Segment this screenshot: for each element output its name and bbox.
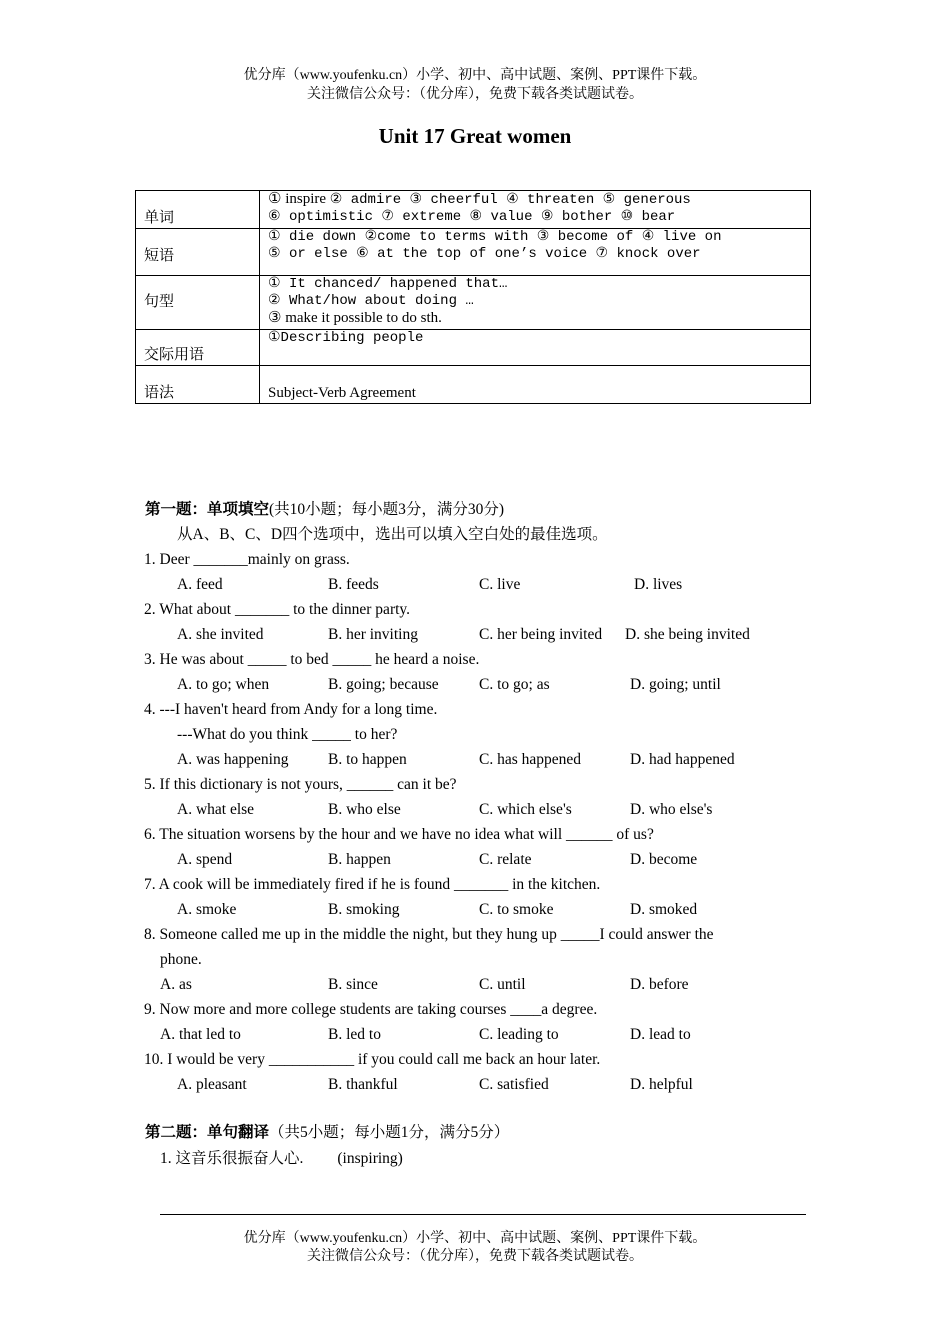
question-8-stem-2: phone. bbox=[160, 951, 202, 968]
words-line1: ② admire ③ cheerful ④ threaten ⑤ generous bbox=[329, 192, 691, 208]
q9-option-a: A. that led to bbox=[160, 1026, 241, 1043]
q5-option-d: D. who else's bbox=[630, 801, 713, 818]
question-6-stem: 6. The situation worsens by the hour and we have no idea what will ______ of us? bbox=[144, 826, 654, 843]
q9-option-b: B. led to bbox=[328, 1026, 381, 1043]
label-communication: 交际用语 bbox=[136, 330, 260, 366]
part2-heading bbox=[145, 1123, 509, 1143]
row-phrases bbox=[136, 229, 811, 276]
cell-communication bbox=[260, 330, 811, 366]
q3-option-b: B. going; because bbox=[328, 676, 439, 693]
q7-option-d: D. smoked bbox=[630, 901, 698, 918]
communication-line1: ①Describing people bbox=[268, 330, 424, 346]
label-grammar: 语法 bbox=[136, 366, 260, 404]
q3-option-c: C. to go; as bbox=[479, 676, 550, 693]
footer-line-2: 关注微信公众号：（优分库），免费下载各类试题试卷。 bbox=[307, 1249, 643, 1264]
unit-summary-table bbox=[135, 190, 811, 404]
q9-option-d: D. lead to bbox=[630, 1026, 691, 1043]
q5-option-c: C. which else's bbox=[479, 801, 572, 818]
q3-option-a: A. to go; when bbox=[177, 676, 270, 693]
cell-words bbox=[260, 191, 811, 229]
q10-option-d: D. helpful bbox=[630, 1076, 693, 1093]
footer-line-1: 优分库（www.youfenku.cn）小学、初中、高中试题、案例、PPT课件下载。 bbox=[243, 1231, 707, 1246]
q6-option-a: A. spend bbox=[177, 851, 233, 868]
q6-option-b: B. happen bbox=[328, 851, 391, 868]
q8-option-d: D. before bbox=[630, 976, 689, 993]
patterns-line1: ① It chanced/ happened that… bbox=[268, 276, 508, 292]
words-first: ① inspire bbox=[268, 191, 327, 207]
q7-option-c: C. to smoke bbox=[479, 901, 554, 918]
question-4-stem-2: ---What do you think _____ to her? bbox=[177, 726, 398, 743]
q6-option-c: C. relate bbox=[479, 851, 532, 868]
label-words: 单词 bbox=[136, 191, 260, 229]
q10-option-c: C. satisfied bbox=[479, 1076, 549, 1093]
words-line2: ⑥ optimistic ⑦ extreme ⑧ value ⑨ bother ⑩ bear bbox=[268, 209, 676, 225]
q1-option-d: D. lives bbox=[634, 576, 683, 593]
part1-heading-rest: (共10小题；每小题3分，满分30分) bbox=[269, 501, 505, 518]
label-patterns: 句型 bbox=[136, 276, 260, 330]
row-patterns bbox=[136, 276, 811, 330]
q2-option-a: A. she invited bbox=[177, 626, 264, 643]
question-3-stem: 3. He was about _____ to bed _____ he heard a noise. bbox=[144, 651, 480, 668]
part2-item-1-hint: (inspiring) bbox=[337, 1150, 403, 1167]
q10-option-a: A. pleasant bbox=[177, 1076, 247, 1093]
q1-option-c: C. live bbox=[479, 576, 521, 593]
phrases-line1: ① die down ②come to terms with ③ become of ④ live on bbox=[268, 229, 722, 245]
cell-grammar bbox=[260, 366, 811, 404]
q5-option-a: A. what else bbox=[177, 801, 255, 818]
q6-option-d: D. become bbox=[630, 851, 698, 868]
header-line-1: 优分库（www.youfenku.cn）小学、初中、高中试题、案例、PPT课件下载。 bbox=[243, 68, 707, 83]
q7-option-b: B. smoking bbox=[328, 901, 400, 918]
footer-divider bbox=[160, 1214, 806, 1215]
question-7-stem: 7. A cook will be immediately fired if he is found _______ in the kitchen. bbox=[144, 876, 601, 893]
q8-option-b: B. since bbox=[328, 976, 378, 993]
question-8-stem: 8. Someone called me up in the middle the night, but they hung up _____I could answer the bbox=[144, 926, 714, 943]
patterns-line3: ③ make it possible to do sth. bbox=[268, 310, 442, 326]
q4-option-d: D. had happened bbox=[630, 751, 735, 768]
row-grammar bbox=[136, 366, 811, 404]
part2-heading-bold: 第二题：单句翻译 bbox=[145, 1124, 270, 1141]
part1-heading-bold: 第一题：单项填空 bbox=[145, 501, 270, 518]
phrases-line2: ⑤ or else ⑥ at the top of one’s voice ⑦ knock over bbox=[268, 246, 701, 262]
question-5-stem: 5. If this dictionary is not yours, ______ can it be? bbox=[144, 776, 457, 793]
q2-option-d: D. she being invited bbox=[625, 626, 750, 643]
question-9-stem: 9. Now more and more college students are taking courses ____a degree. bbox=[144, 1001, 598, 1018]
q9-option-c: C. leading to bbox=[479, 1026, 559, 1043]
label-phrases: 短语 bbox=[136, 229, 260, 276]
q4-option-a: A. was happening bbox=[177, 751, 289, 768]
q2-option-c: C. her being invited bbox=[479, 626, 603, 643]
q8-option-a: A. as bbox=[160, 976, 192, 993]
q1-option-b: B. feeds bbox=[328, 576, 379, 593]
question-2-stem: 2. What about _______ to the dinner party. bbox=[144, 601, 411, 618]
question-10-stem: 10. I would be very ___________ if you could call me back an hour later. bbox=[144, 1051, 601, 1068]
part1-heading bbox=[145, 500, 504, 520]
cell-phrases bbox=[260, 229, 811, 276]
cell-patterns bbox=[260, 276, 811, 330]
q2-option-b: B. her inviting bbox=[328, 626, 418, 643]
q7-option-a: A. smoke bbox=[177, 901, 237, 918]
q5-option-b: B. who else bbox=[328, 801, 401, 818]
q4-option-c: C. has happened bbox=[479, 751, 582, 768]
q1-option-a: A. feed bbox=[177, 576, 223, 593]
row-communication bbox=[136, 330, 811, 366]
question-1-stem: 1. Deer _______mainly on grass. bbox=[144, 551, 350, 568]
part2-item-1 bbox=[160, 1149, 403, 1169]
header-line-2: 关注微信公众号：（优分库），免费下载各类试题试卷。 bbox=[307, 87, 643, 102]
grammar-line1: Subject-Verb Agreement bbox=[268, 385, 416, 401]
q4-option-b: B. to happen bbox=[328, 751, 407, 768]
page-title: Unit 17 Great women bbox=[378, 124, 572, 148]
row-words bbox=[136, 191, 811, 229]
part2-heading-rest: （共5小题；每小题1分，满分5分） bbox=[269, 1124, 510, 1141]
q8-option-c: C. until bbox=[479, 976, 526, 993]
part2-item-1-text: 1. 这音乐很振奋人心. bbox=[160, 1150, 304, 1167]
part1-instruction: 从A、B、C、D四个选项中，选出可以填入空白处的最佳选项。 bbox=[177, 526, 608, 543]
q3-option-d: D. going; until bbox=[630, 676, 721, 693]
question-4-stem: 4. ---I haven't heard from Andy for a long time. bbox=[144, 701, 438, 718]
q10-option-b: B. thankful bbox=[328, 1076, 398, 1093]
patterns-line2: ② What/how about doing … bbox=[268, 293, 474, 309]
